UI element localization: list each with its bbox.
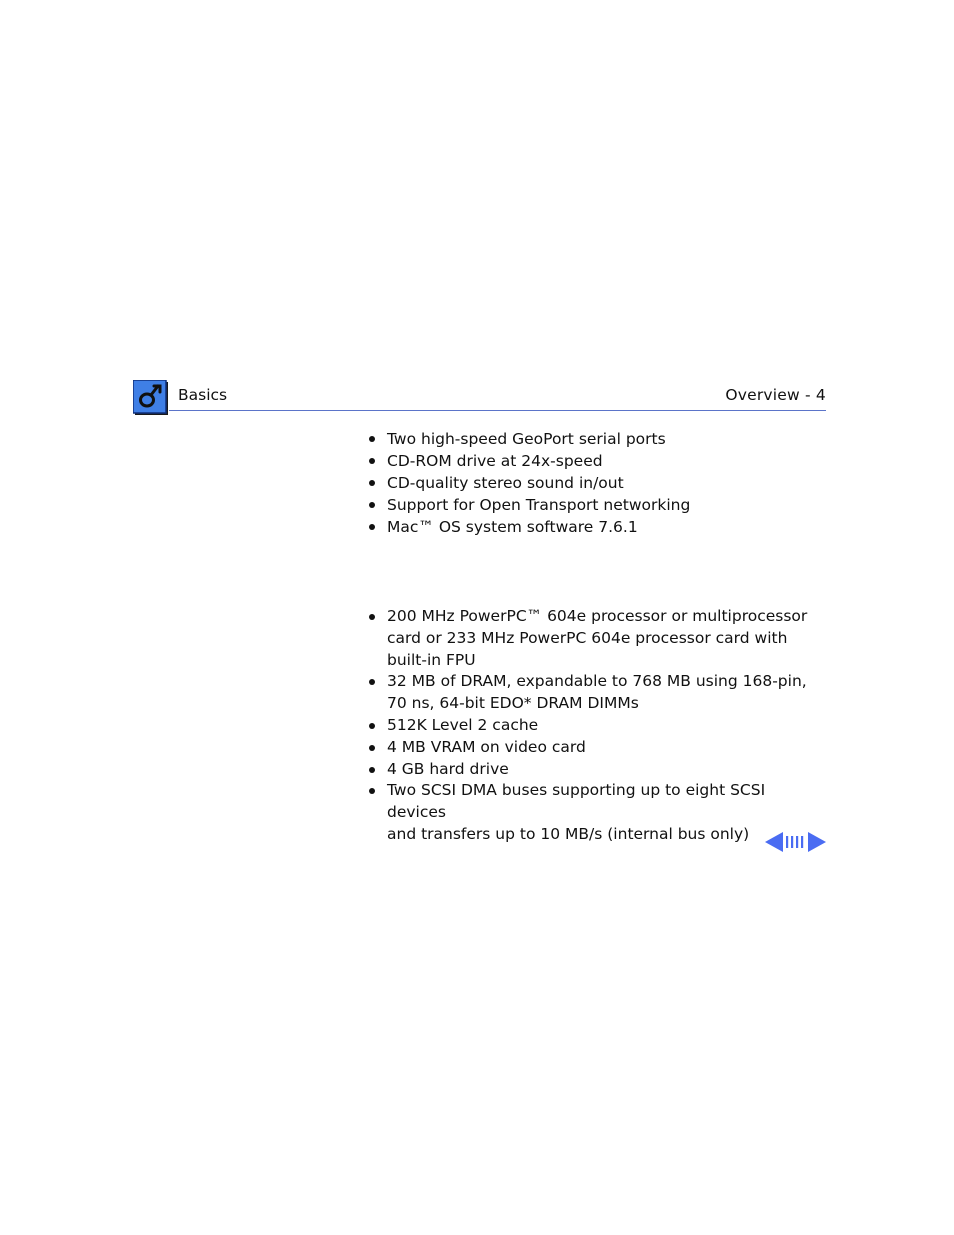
list-item: Support for Open Transport networking — [369, 494, 827, 516]
bullet-icon — [369, 502, 375, 508]
section-title: Basics — [178, 386, 228, 404]
bullet-icon — [369, 788, 375, 794]
list-item: 200 MHz PowerPC™ 604e processor or multiprocessor card or 233 MHz PowerPC 604e processor card with built-in FPU — [369, 606, 827, 671]
next-page-arrow-icon[interactable] — [808, 832, 826, 852]
bullet-icon — [369, 524, 375, 530]
list-item: CD-ROM drive at 24x-speed — [369, 450, 827, 472]
index-icon[interactable] — [785, 835, 805, 849]
header-divider — [169, 410, 826, 411]
list-item: Two SCSI DMA buses supporting up to eight SCSI devices and transfers up to 10 MB/s (internal bus only) — [369, 780, 827, 845]
page-navigation — [765, 831, 826, 853]
page-header — [133, 378, 826, 412]
list-item: 4 GB hard drive — [369, 759, 827, 781]
service-tool-icon — [133, 380, 169, 416]
bullet-icon — [369, 458, 375, 464]
bullet-icon — [369, 679, 375, 685]
bullet-icon — [369, 723, 375, 729]
specification-list — [369, 606, 827, 846]
bullet-icon — [369, 767, 375, 773]
bullet-icon — [369, 480, 375, 486]
list-item: 32 MB of DRAM, expandable to 768 MB using 168-pin, 70 ns, 64-bit EDO* DRAM DIMMs — [369, 671, 827, 715]
bullet-icon — [369, 436, 375, 442]
list-item: Two high-speed GeoPort serial ports — [369, 428, 827, 450]
list-item: 4 MB VRAM on video card — [369, 737, 827, 759]
list-item: Mac™ OS system software 7.6.1 — [369, 516, 827, 538]
list-item: CD-quality stereo sound in/out — [369, 472, 827, 494]
bullet-icon — [369, 745, 375, 751]
previous-page-arrow-icon[interactable] — [765, 832, 783, 852]
bullet-icon — [369, 614, 375, 620]
page-number: Overview - 4 — [725, 386, 826, 404]
list-item: 512K Level 2 cache — [369, 715, 827, 737]
feature-list — [369, 428, 827, 538]
